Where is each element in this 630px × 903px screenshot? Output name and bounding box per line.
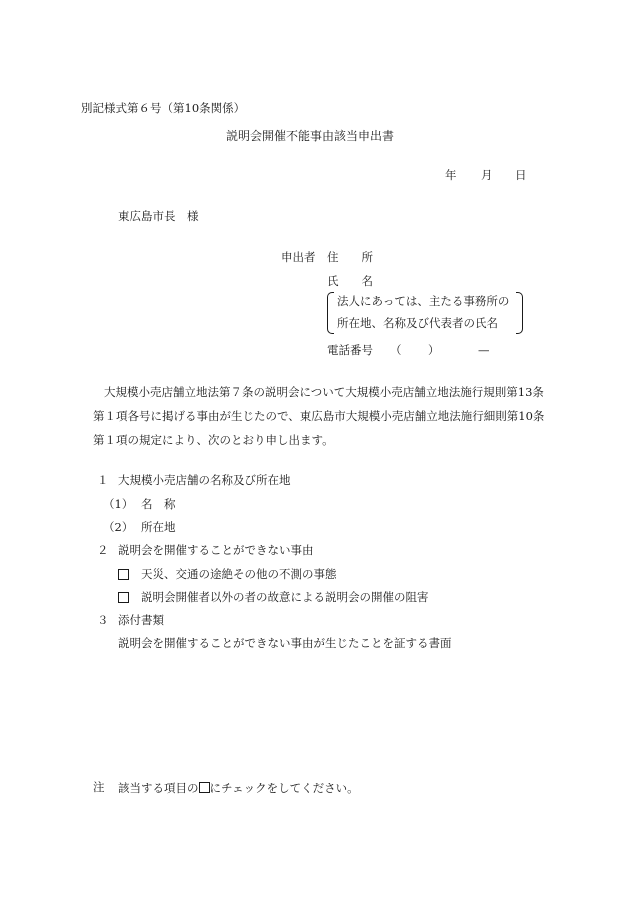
reason-option-1[interactable] <box>118 569 129 582</box>
reason-option-2[interactable] <box>118 592 129 605</box>
item3-text: 添付書類 <box>118 613 164 627</box>
address-label: 住 所 <box>327 250 373 264</box>
applicant-role-label: 申出者 <box>281 250 316 264</box>
corporation-note-line1: 法人にあっては、主たる事務所の <box>337 294 510 308</box>
item2-number: ２ <box>97 543 109 557</box>
phone-close-paren: ） <box>428 343 440 357</box>
form-id: 別記様式第６号（第10条関係） <box>81 101 246 115</box>
corporation-note <box>327 292 523 334</box>
body-line-1: 大規模小売店舗立地法第７条の説明会について大規模小売店舗立地法施行規則第13条 <box>104 385 544 399</box>
item1-sub1-text: 名 称 <box>141 497 176 511</box>
footnote-text-before: 該当する項目の <box>118 781 199 795</box>
item1-sub2-text: 所在地 <box>141 520 176 534</box>
footnote-text-after: にチェックをしてください。 <box>209 781 359 795</box>
checkbox-reason-1[interactable] <box>118 569 129 580</box>
item1-number: １ <box>97 473 109 487</box>
name-label: 氏 名 <box>327 274 373 288</box>
item1-sub2-number: （2） <box>103 520 134 534</box>
corporation-note-line2: 所在地、名称及び代表者の氏名 <box>337 316 498 330</box>
item3-number: ３ <box>97 613 109 627</box>
date-month-label: 月 <box>481 168 493 182</box>
footnote-label: 注 <box>93 780 105 794</box>
phone-dash: — <box>478 343 490 357</box>
checkbox-reason-2[interactable] <box>118 592 129 603</box>
reason-option-2-text: 説明会開催者以外の者の故意による説明会の開催の阻害 <box>141 590 429 604</box>
addressee: 東広島市長 様 <box>118 209 199 223</box>
phone-label: 電話番号 <box>327 343 373 357</box>
item3-detail: 説明会を開催することができない事由が生じたことを証する書面 <box>118 636 452 650</box>
bracket-right <box>516 292 523 334</box>
body-line-3: 第１項の規定により、次のとおり申し出ます。 <box>93 433 334 447</box>
body-line-2: 第１項各号に掲げる事由が生じたので、東広島市大規模小売店舗立地法施行細則第10条 <box>93 409 545 423</box>
date-day-label: 日 <box>515 168 527 182</box>
item2-text: 説明会を開催することができない事由 <box>118 543 314 557</box>
item1-sub1-number: （1） <box>103 497 134 511</box>
footnote-text <box>118 782 359 795</box>
bracket-left <box>327 292 334 334</box>
date-year-label: 年 <box>445 168 457 182</box>
footnote-checkbox-icon <box>199 782 210 793</box>
reason-option-1-text: 天災、交通の途絶その他の不測の事態 <box>141 567 337 581</box>
document-title: 説明会開催不能事由該当申出書 <box>226 129 395 143</box>
phone-open-paren: （ <box>390 343 402 357</box>
item1-text: 大規模小売店舗の名称及び所在地 <box>118 473 291 487</box>
